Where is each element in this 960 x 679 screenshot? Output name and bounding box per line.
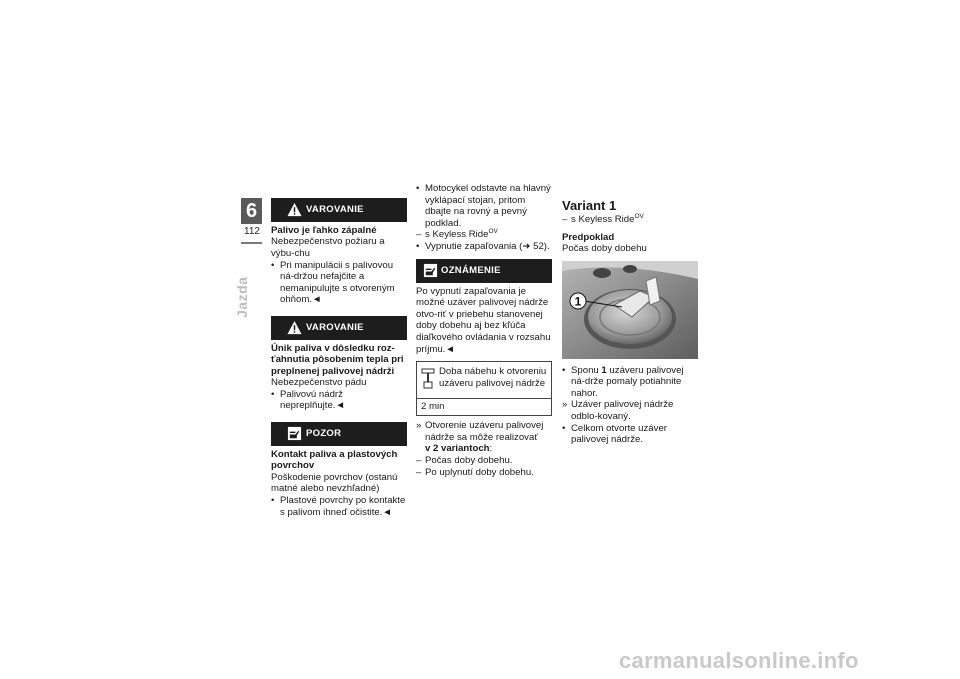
list-item xyxy=(416,229,552,241)
page-ref-arrow-icon: ➜ xyxy=(522,240,534,252)
step-text: Otvorenie uzáveru palivovej nádrže sa môže realizovať xyxy=(425,420,544,443)
page-number: 112 xyxy=(244,226,260,237)
notice-banner-label: OZNÁMENIE xyxy=(441,264,501,276)
tool-icon xyxy=(421,368,435,390)
warning-bullet-2: Palivovú nádrž nepreplňujte.◄ xyxy=(280,388,345,412)
option-superscript: OV xyxy=(488,228,498,236)
warning-text-1: Nebezpečenstvo požiaru a výbu-chu xyxy=(271,236,385,259)
caution-bullet: Plastové povrchy po kontakte s palivom ihneď očistite.◄ xyxy=(280,494,406,518)
dash-marker: – xyxy=(416,229,422,241)
dash-marker: – xyxy=(416,454,422,466)
step-marker: » xyxy=(562,399,568,411)
caution-text: Poškodenie povrchov (ostanú matné alebo nevzhľadné) xyxy=(271,471,398,495)
figure-callout: 1 xyxy=(574,294,582,309)
warning-banner-2 xyxy=(271,316,407,340)
warning-heading-1: Palivo je ľahko zápalné xyxy=(271,225,377,236)
clip-step-pre: Sponu xyxy=(571,364,602,376)
keyless-ride-option: s Keyless Ride xyxy=(571,214,635,225)
chapter-divider xyxy=(241,242,262,244)
warning-banner-1 xyxy=(271,198,407,222)
hand-notice-icon xyxy=(423,263,438,278)
bullet-marker: • xyxy=(271,388,275,400)
watermark: carmanualsonline.info xyxy=(619,648,859,673)
list-item xyxy=(271,389,407,412)
list-item xyxy=(271,495,407,518)
caution-heading: Kontakt paliva a plastových povrchov xyxy=(271,448,398,472)
list-item xyxy=(562,365,700,400)
list-item xyxy=(271,260,407,306)
hand-caution-icon xyxy=(287,426,302,441)
dash-marker: – xyxy=(416,466,422,478)
chapter-number: 6 xyxy=(241,198,262,224)
option-during-runtime: Počas doby dobehu. xyxy=(425,454,513,466)
list-item xyxy=(416,467,552,479)
option-after-runtime: Po uplynutí doby dobehu. xyxy=(425,466,534,478)
column-3 xyxy=(562,198,700,446)
clip-step-post: uzáveru palivovej ná-drže pomaly potiahnite nahor. xyxy=(571,364,684,399)
warning-banner-label: VAROVANIE xyxy=(306,204,364,215)
caution-banner xyxy=(271,422,407,446)
fuel-cap-photo xyxy=(562,261,698,359)
list-item xyxy=(562,423,700,446)
list-item xyxy=(416,420,552,455)
cap-unlocked-text: Uzáver palivovej nádrže odblo-kovaný. xyxy=(571,399,674,422)
list-item xyxy=(416,183,552,229)
bullet-marker: • xyxy=(562,364,566,376)
page-reference[interactable]: 52 xyxy=(533,240,544,252)
bullet-marker: • xyxy=(416,183,420,194)
bullet-marker: • xyxy=(271,494,275,506)
column-2 xyxy=(416,183,552,478)
ignition-off-end: ). xyxy=(543,240,550,252)
info-box-header xyxy=(417,362,551,399)
info-box xyxy=(416,361,552,416)
option-superscript: OV xyxy=(634,212,644,220)
step-bullet-1: Motocykel odstavte na hlavný vyklápací stojan, pritom dbajte na rovný a pevný podklad. xyxy=(425,183,551,229)
notice-banner xyxy=(416,259,552,283)
step-bold-text: v 2 variantoch xyxy=(425,443,490,455)
bullet-marker: • xyxy=(271,259,275,271)
info-box-value: 2 min xyxy=(421,401,445,413)
open-cap-text: Celkom otvorte uzáver palivovej nádrže. xyxy=(571,422,667,446)
chapter-side-label xyxy=(234,277,250,318)
step-end: : xyxy=(489,443,493,455)
column-1 xyxy=(271,198,407,518)
bullet-marker: • xyxy=(562,422,566,434)
notice-text: Po vypnutí zapaľovania je možné uzáver palivovej nádrže otvo-riť v priebehu stanovenej doby dobehu aj bez kľúča diaľkového ovládania v rozsahu príjmu.◄ xyxy=(416,285,551,355)
list-item xyxy=(416,241,552,253)
prerequisite-text: Počas doby dobehu xyxy=(562,243,647,254)
variant-title: Variant 1 xyxy=(562,198,617,213)
chapter-side-label-text: Jazda xyxy=(234,276,250,318)
warning-bullet-1: Pri manipulácii s palivovou ná-držou nefajčite a nemanipulujte s otvoreným ohňom.◄ xyxy=(280,259,395,306)
list-item xyxy=(562,399,700,422)
dash-marker: – xyxy=(562,214,568,225)
step-marker: » xyxy=(416,420,422,432)
warning-banner-label: VAROVANIE xyxy=(306,321,364,333)
prerequisite-heading: Predpoklad xyxy=(562,231,615,243)
warning-triangle-icon xyxy=(287,320,302,335)
ignition-off-text: Vypnutie zapaľovania ( xyxy=(425,240,523,252)
bullet-marker: • xyxy=(416,240,420,252)
warning-heading-2: Únik paliva v dôsledku roz-ťahnutia pôsobením tepla pri preplnenej palivovej nádrži xyxy=(271,342,404,377)
list-item xyxy=(416,455,552,467)
keyless-ride-option: s Keyless Ride xyxy=(425,229,489,241)
info-box-label: Doba nábehu k otvoreniu uzáveru palivovej nádrže xyxy=(439,366,547,389)
warning-triangle-icon xyxy=(287,202,302,217)
clip-step-ref: 1 xyxy=(601,364,607,376)
fuel-cap-illustration xyxy=(562,261,698,359)
warning-text-2: Nebezpečenstvo pádu xyxy=(271,377,367,389)
caution-banner-label: POZOR xyxy=(306,427,342,439)
list-item xyxy=(562,214,700,226)
